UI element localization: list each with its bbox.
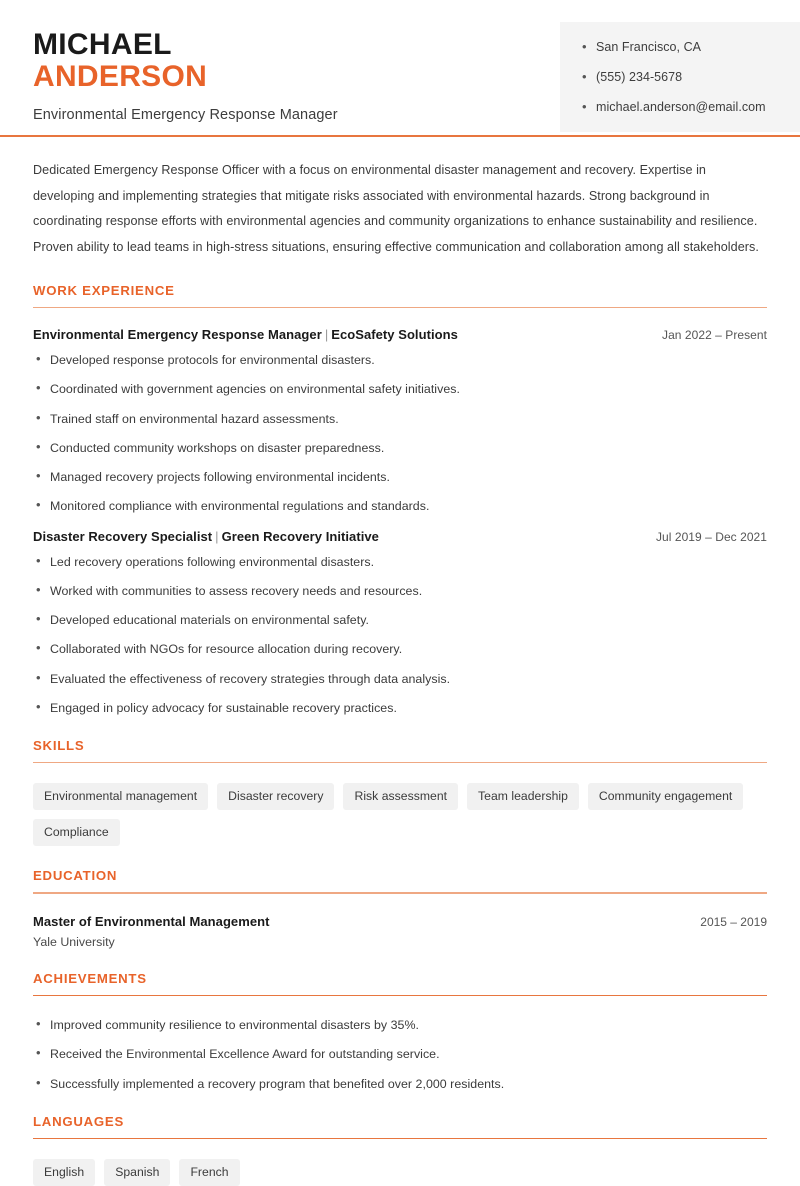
language-chip: French xyxy=(179,1159,239,1186)
contact-list xyxy=(582,40,800,114)
language-chip: Spanish xyxy=(104,1159,170,1186)
professional-summary: Dedicated Emergency Response Officer with a focus on environmental disaster management and recovery. Expertise in developing and implementing strategies that mitigate risks associated with environmental hazards. Strong background in coordinating response efforts with environmental agencies and community organizations to enhance sustainability and resilience. Proven ability to lead teams in high-stress situations, ensuring effective communication and collaboration among all stakeholders. xyxy=(33,163,759,255)
resume-body xyxy=(0,137,800,1186)
resume-header xyxy=(0,0,800,135)
education-date-range: 2015 – 2019 xyxy=(700,914,767,929)
list-item: • Coordinated with government agencies on environmental safety initiatives. xyxy=(33,381,767,397)
section-divider-skills xyxy=(33,762,767,764)
list-item: • Improved community resilience to environmental disasters by 35%. xyxy=(33,1017,767,1033)
education-institution: Yale University xyxy=(33,934,115,949)
experience-bullet-list xyxy=(33,544,767,716)
experience-entry-header xyxy=(33,529,767,544)
list-item: • Conducted community workshops on disaster preparedness. xyxy=(33,440,767,456)
education-entry xyxy=(33,898,767,949)
list-item: • Led recovery operations following environmental disasters. xyxy=(33,554,767,570)
title-separator: | xyxy=(215,529,219,544)
skill-chip: Environmental management xyxy=(33,783,208,810)
title-separator: | xyxy=(324,327,329,343)
contact-info-box xyxy=(560,22,800,132)
section-languages xyxy=(33,1092,767,1186)
experience-entry xyxy=(33,312,767,514)
skill-chip: Community engagement xyxy=(588,783,743,810)
experience-bullet-list xyxy=(33,342,767,514)
section-divider-achievements xyxy=(33,995,767,997)
achievements-list xyxy=(33,1000,767,1091)
header-identity xyxy=(0,22,338,123)
experience-title-line xyxy=(33,529,379,544)
skill-chip: Risk assessment xyxy=(343,783,458,810)
section-divider-languages xyxy=(33,1138,767,1140)
experience-role: Disaster Recovery Specialist xyxy=(33,529,213,544)
education-entry-header xyxy=(33,914,767,929)
language-chip: English xyxy=(33,1159,95,1186)
experience-company: EcoSafety Solutions xyxy=(331,327,458,343)
skill-chip: Disaster recovery xyxy=(217,783,334,810)
experience-date-range: Jan 2022 – Present xyxy=(662,328,767,343)
last-name: ANDERSON xyxy=(33,60,208,94)
contact-location: • San Francisco, CA xyxy=(582,40,800,54)
experience-company: Green Recovery Initiative xyxy=(221,529,379,544)
list-item: • Evaluated the effectiveness of recovery strategies through data analysis. xyxy=(33,671,767,687)
section-title-languages: LANGUAGES xyxy=(33,1113,125,1129)
skill-chip: Team leadership xyxy=(467,783,579,810)
section-divider-work-experience xyxy=(33,307,767,309)
first-name: MICHAEL xyxy=(33,28,172,61)
experience-date-range: Jul 2019 – Dec 2021 xyxy=(655,530,767,544)
section-skills xyxy=(33,716,767,847)
list-item: • Managed recovery projects following environmental incidents. xyxy=(33,469,767,485)
section-title-education: EDUCATION xyxy=(33,868,118,884)
experience-role: Environmental Emergency Response Manager xyxy=(33,327,322,343)
list-item: • Collaborated with NGOs for resource allocation during recovery. xyxy=(33,641,767,657)
list-item: • Developed response protocols for environmental disasters. xyxy=(33,352,767,368)
experience-entry xyxy=(33,514,767,716)
list-item: • Engaged in policy advocacy for sustainable recovery practices. xyxy=(33,700,767,716)
list-item: • Successfully implemented a recovery program that benefited over 2,000 residents. xyxy=(33,1076,767,1092)
skill-chip: Compliance xyxy=(33,819,120,846)
section-education xyxy=(33,846,767,949)
experience-entry-header xyxy=(33,327,767,342)
skills-chip-list xyxy=(33,767,767,846)
section-work-experience xyxy=(33,261,767,716)
contact-email[interactable]: • michael.anderson@email.com xyxy=(582,100,800,114)
experience-title-line xyxy=(33,327,458,342)
section-title-achievements: ACHIEVEMENTS xyxy=(33,970,147,986)
list-item: • Received the Environmental Excellence Award for outstanding service. xyxy=(33,1046,767,1062)
list-item: • Trained staff on environmental hazard assessments. xyxy=(33,411,767,427)
list-item: • Monitored compliance with environmental regulations and standards. xyxy=(33,498,767,514)
section-divider-education xyxy=(33,892,767,894)
list-item: • Worked with communities to assess recovery needs and resources. xyxy=(33,583,767,599)
section-title-skills: SKILLS xyxy=(33,737,85,753)
contact-phone[interactable]: • (555) 234-5678 xyxy=(582,70,800,84)
professional-headline: Environmental Emergency Response Manager xyxy=(33,106,338,123)
section-achievements xyxy=(33,949,767,1092)
languages-chip-list xyxy=(33,1143,767,1186)
section-title-work-experience: WORK EXPERIENCE xyxy=(33,282,175,298)
education-degree: Master of Environmental Management xyxy=(33,913,270,929)
list-item: • Developed educational materials on environmental safety. xyxy=(33,612,767,628)
